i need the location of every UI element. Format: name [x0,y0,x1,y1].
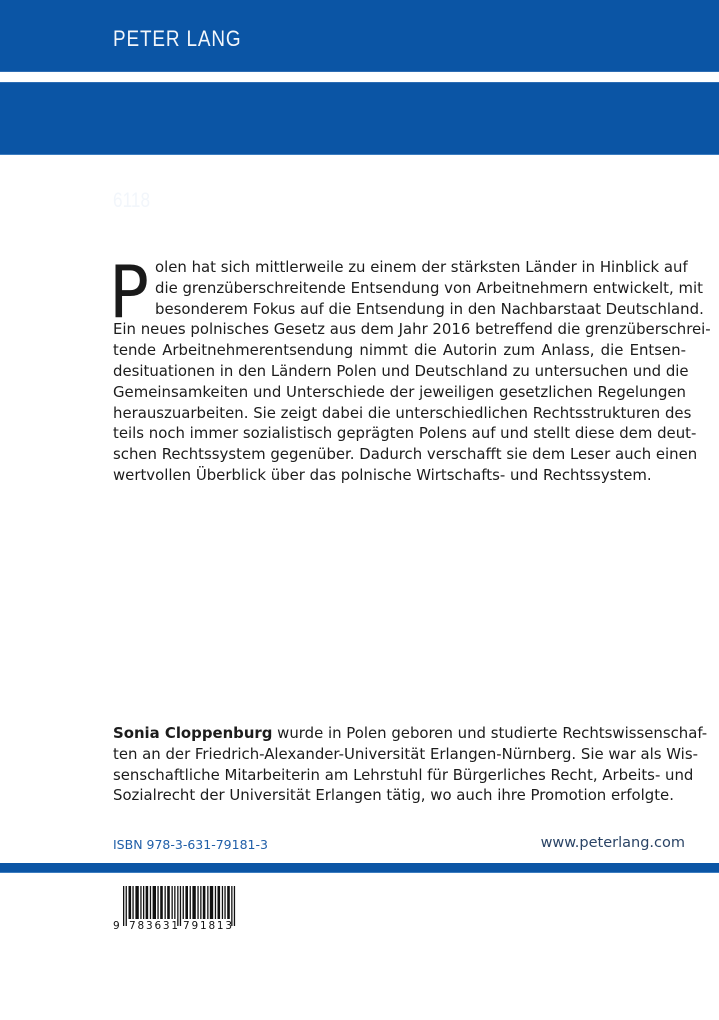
description-line: besonderem Fokus auf die Entsendung in den Nachbarstaat Deutschland. [155,299,704,318]
description-line: Ein neues polnisches Gesetz aus dem Jahr 2016 betreffend die grenzüberschrei- [113,320,711,339]
isbn: ISBN 978-3-631-79181-3 [113,837,268,852]
description-line: olen hat sich mittlerweile zu einem der stärksten Länder in Hinblick auf [155,258,688,276]
series-band [0,82,719,212]
description-line: tende Arbeitnehmerentsendung nimmt die Autorin zum Anlass, die Entsen- [113,341,686,360]
bio-line [113,723,708,744]
description-line: die grenzüberschreitende Entsendung von Arbeitnehmern entwickelt, mit [155,278,703,297]
description-line: desituationen in den Ländern Polen und Deutschland zu untersuchen und die [113,361,689,380]
bio-line: Sozialrecht der Universität Erlangen tätig, wo auch ihre Promotion erfolgte. [113,786,674,805]
book-description [109,250,711,486]
bio-line: senschaftliche Mitarbeiterin am Lehrstuhl für Bürgerliches Recht, Arbeits- und [113,765,694,784]
description-line: schen Rechtssystem gegenüber. Dadurch verschafft sie dem Leser auch einen [113,445,698,464]
bio-text: wurde in Polen geboren und studierte Rechtswissenschaf- [272,724,708,742]
barcode-left-digits: 783631 [129,920,180,932]
barcode-right-digits: 791813 [183,920,234,932]
publisher-header-band [0,0,719,72]
publisher-name: PETER LANG [113,26,242,51]
description-line: Gemeinsamkeiten und Unterschiede der jeweiligen gesetzlichen Regelungen [113,382,686,401]
description-line: herauszuarbeiten. Sie zeigt dabei die unterschiedlichen Rechtsstrukturen des [113,403,692,422]
author-bio [113,723,708,806]
description-line: teils noch immer sozialistisch geprägten Polens auf und stellt diese dem deut- [113,424,697,443]
series-number: 6118 [113,189,151,212]
publisher-website-link[interactable]: www.peterlang.com [540,835,685,851]
bio-line: ten an der Friedrich-Alexander-Universität Erlangen-Nürnberg. Sie war als Wis- [113,744,698,763]
barcode-lead-digit: 9 [113,920,120,932]
barcode-icon [113,884,263,932]
author-name: Sonia Cloppenburg [113,724,273,742]
drop-cap: P [109,250,149,334]
description-line: wertvollen Überblick über das polnische Wirtschafts- und Rechtssystem. [113,465,652,484]
footer-band [0,863,719,873]
